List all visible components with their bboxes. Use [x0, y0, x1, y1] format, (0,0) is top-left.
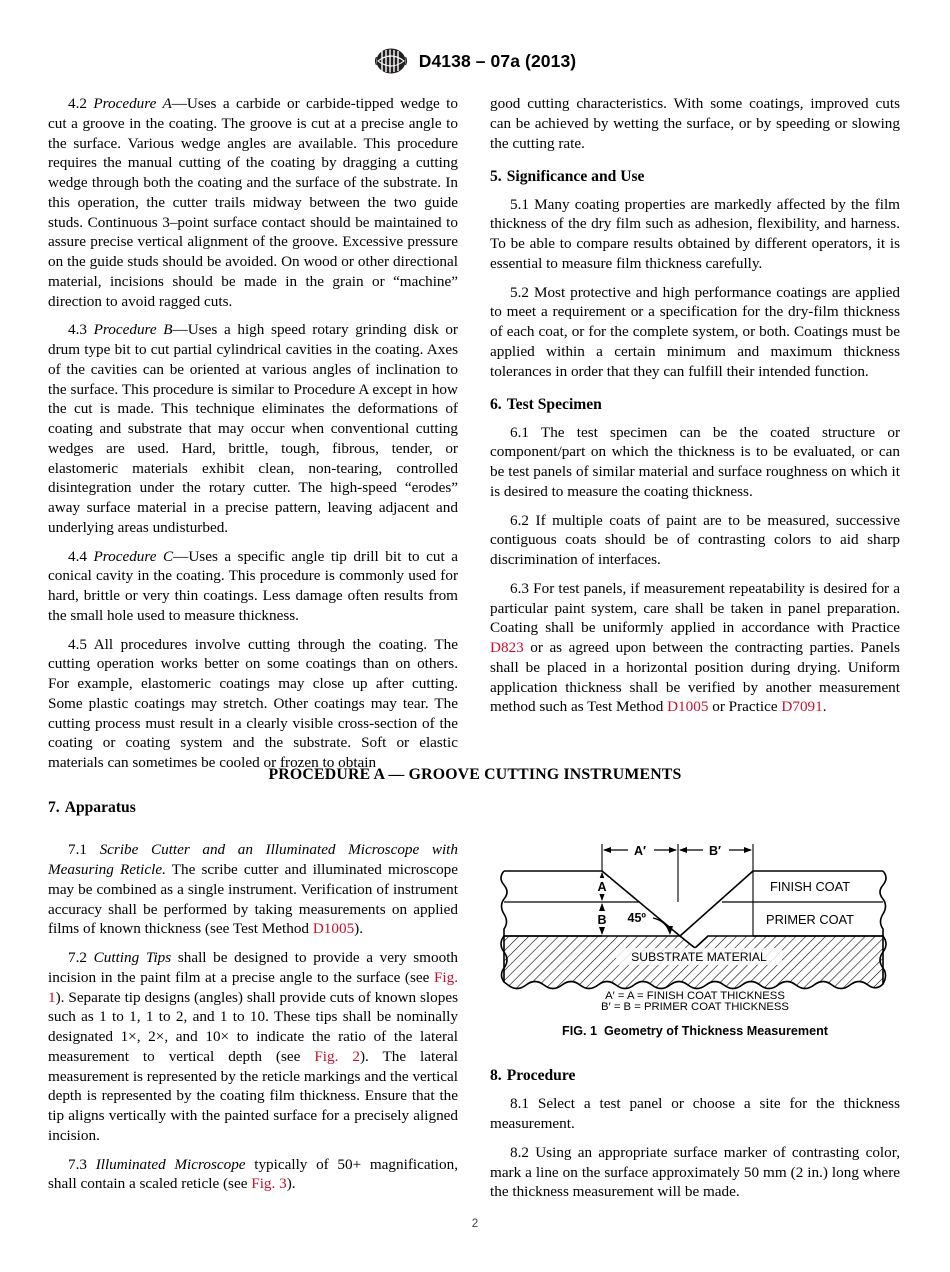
heading-number-6: 6.	[490, 396, 502, 414]
para-number-5-2: 5.2	[510, 283, 529, 301]
page-number: 2	[471, 1218, 479, 1230]
right-column-bottom	[490, 1066, 900, 1202]
para-number-7-3: 7.3	[68, 1155, 87, 1173]
para-body-7-1-part1: The scribe cutter and illuminated microscope may be combined as a single instrument. Verification of instrument accuracy shall be performed by taking measurements on applied films of known thickness (see Test Method	[48, 861, 459, 938]
figure-caption-label: FIG. 1	[562, 1024, 598, 1038]
heading-title-5: Significance and Use	[506, 168, 645, 186]
para-number-8-2: 8.2	[510, 1143, 529, 1161]
para-body-7-3-part2: ).	[286, 1175, 296, 1193]
right-column-top	[490, 94, 900, 717]
para-body-6-3-part1: For test panels, if measurement repeatability is desired for a particular paint system, care shall be taken in panel preparation. Coating shall be uniformly applied in accordance with Practice	[490, 579, 900, 637]
heading-title-6: Test Specimen	[506, 396, 602, 414]
para-body-7-2-part2: ). Separate tip designs (angles) shall provide cuts of known slopes such as 1 to 1, 1 to 2, and 1 to 10. These tips shall be nominally designated 1×, 2×, and 10× to indicate the ratio of the lateral measurement to vertical depth (see	[48, 988, 458, 1065]
para-body-4-5: All procedures involve cutting through the coating. The cutting operation works better on some coatings than on others. For example, elastomeric coatings may close up after cutting. Some plastic coatings may stretch. Other coatings may tear. The cutting process must result in a clearly visible cross-section of the coating or coating system and the substrate. Soft or elastic materials can sometimes be cooled or frozen to obtain	[48, 635, 458, 771]
para-body-5-2: Most protective and high performance coatings are applied to meet a requirement or a specification for the dry-film thickness of each coat, or for the complete system, or both. Coatings must be applied within a certain minimum and maximum thickness tolerances in order that they can fulfill their intended function.	[490, 283, 901, 380]
para-body-4-3: —Uses a high speed rotary grinding disk or drum type bit to cut partial cylindrical cavities in the coating. Axes of the cavities can be oriented at various angles of inclination to the surface. This procedure is similar to Procedure A except in how the cut is made. This technique eliminates the deformations of coating and substrate that may occur when conventional cutting wedges are used. Hard, brittle, tough, fibrous, tender, or elastomeric materials exhibit clean, non-tearing, controlled disintegration under the rotary cutter. The high-speed “erodes” away surface material in a precise pattern, leaving adjacent and underlying areas undisturbed.	[48, 321, 458, 536]
para-body-7-2-part3: ). The lateral measurement is represented by the reticle markings and the vertical depth is represented by the coating film thickness. Ensure that the tip aligns vertically with the painted surface for a precisely aligned incision.	[48, 1047, 458, 1144]
figure-label-substrate: SUBSTRATE MATERIAL	[631, 950, 767, 964]
dimension-b	[594, 903, 610, 935]
para-number-4-5: 4.5	[68, 635, 87, 653]
figure-caption-title: Geometry of Thickness Measurement	[604, 1024, 828, 1038]
dimension-b-prime	[679, 842, 752, 858]
heading-section-8	[490, 1066, 900, 1086]
figure-label-finish-coat: FINISH COAT	[769, 879, 851, 894]
para-body-5-1: Many coating properties are markedly affected by the film thickness of the dry film such as adhesion, flexibility, and harness. To be able to compare results obtained by different operators, it is essential to measure film thickness carefully.	[490, 195, 900, 272]
figure-legend-line-2: B′ = B = PRIMER COAT THICKNESS	[601, 1001, 789, 1011]
para-number-4-4: 4.4	[68, 547, 87, 565]
link-d7091[interactable]: D7091	[781, 698, 823, 716]
paragraph-4-3	[48, 320, 458, 537]
heading-section-7	[48, 798, 458, 818]
left-column-top	[48, 94, 458, 773]
paragraph-5-2	[490, 283, 900, 382]
paragraph-6-1	[490, 423, 900, 502]
paragraph-5-1	[490, 195, 900, 274]
para-number-6-3: 6.3	[510, 579, 529, 597]
para-body-7-2-part1: shall be designed to provide a very smooth incision in the paint film at a precise angle to the surface (see	[48, 949, 459, 986]
para-body-4-4: —Uses a specific angle tip drill bit to cut a conical cavity in the coating. This procedure is commonly used for hard, brittle or very thin coatings. Less damage often results from the small hole used to measure thickness.	[48, 547, 458, 624]
para-italic-lead-7-3: Illuminated Microscope	[95, 1155, 246, 1173]
astm-logo	[374, 48, 408, 79]
paragraph-4-2	[48, 94, 458, 311]
para-number-7-1: 7.1	[68, 841, 87, 859]
paragraph-carryover: good cutting characteristics. With some coatings, improved cuts can be achieved by wetting the surface, or by speeding or slowing the cutting rate.	[490, 95, 900, 152]
para-italic-lead-4-4: Procedure C	[93, 547, 174, 565]
para-number-8-1: 8.1	[510, 1095, 529, 1113]
para-body-4-2: —Uses a carbide or carbide-tipped wedge to cut a groove in the coating. The groove is cut at a precise angle to the surface. Various wedge angles are available. This procedure requires the manual cutting of the coating by dragging a cutting wedge through both the coating and the surface of the substrate. In this operation, the cutter trails midway between the two guide studs. Continuous 3–point surface contact should be maintained to assure precise vertical alignment of the groove. Excessive pressure on the guide studs should be avoided. On wood or other directional material, incisions should be made in the grain or “machine” direction to avoid ragged cuts.	[48, 95, 458, 310]
paragraph-7-1	[48, 840, 458, 939]
heading-title-8: Procedure	[506, 1067, 576, 1084]
para-number-4-3: 4.3	[68, 321, 87, 339]
para-number-4-2: 4.2	[68, 95, 87, 112]
para-body-6-3-part4: .	[822, 698, 827, 716]
para-body-6-3-part3: or Practice	[708, 698, 782, 716]
figure-legend-line-1: A′ = A = FINISH COAT THICKNESS	[605, 990, 785, 1002]
heading-title-7: Apparatus	[64, 799, 136, 816]
paragraph-8-1	[490, 1094, 900, 1134]
para-number-5-1: 5.1	[510, 195, 529, 213]
paragraph-8-2	[490, 1143, 900, 1202]
link-d823[interactable]: D823	[490, 639, 524, 657]
paragraph-7-3	[48, 1155, 458, 1195]
para-body-6-2: If multiple coats of paint are to be measured, successive contiguous coats should be of contrasting colors to aid sharp discrimination of interfaces.	[490, 511, 900, 569]
heading-section-6	[490, 395, 900, 415]
left-column-bottom	[48, 798, 458, 1194]
para-italic-lead-4-2: Procedure A	[93, 95, 172, 112]
figure-label-a: A	[597, 880, 607, 894]
paragraph-4-4	[48, 547, 458, 626]
link-d1005-sec7[interactable]: D1005	[312, 920, 355, 938]
para-number-7-2: 7.2	[68, 949, 87, 967]
para-italic-lead-4-3: Procedure B	[93, 321, 173, 339]
angle-callout-45	[628, 911, 673, 935]
paragraph-6-3	[490, 579, 900, 717]
standard-designation: D4138 – 07a (2013)	[418, 51, 577, 71]
para-body-6-3-part2: or as agreed upon between the contracting parties. Panels shall be placed in a horizontal position during drying. Uniform application thickness shall be verified by another measurement method such as Test Method	[490, 639, 900, 716]
link-fig-2[interactable]: Fig. 2	[314, 1047, 360, 1065]
para-italic-lead-7-2: Cutting Tips	[93, 949, 172, 967]
para-italic-lead-7-1: Scribe Cutter and an Illuminated Microscope with Measuring Reticle.	[48, 841, 458, 879]
part-heading-procedure-a: PROCEDURE A — GROOVE CUTTING INSTRUMENTS	[268, 766, 682, 783]
figure-label-b: B	[597, 913, 607, 927]
paragraph-4-5	[48, 635, 458, 773]
figure-label-a-prime: A′	[633, 844, 647, 858]
link-fig-3[interactable]: Fig. 3	[251, 1175, 287, 1193]
figure-label-b-prime: B′	[708, 844, 722, 858]
figure-label-substrate-group	[616, 948, 782, 965]
para-body-7-3-part1: typically of 50+ magnification, shall contain a scaled reticle (see	[48, 1155, 459, 1193]
figure-1-diagram	[490, 836, 900, 1011]
heading-number-8: 8.	[490, 1067, 502, 1084]
link-d1005-sec6[interactable]: D1005	[667, 698, 709, 716]
para-body-7-1-part2: ).	[354, 920, 364, 938]
heading-number-5: 5.	[490, 168, 502, 186]
para-number-6-2: 6.2	[510, 511, 529, 529]
figure-1-caption	[490, 1024, 900, 1038]
figure-label-primer-coat: PRIMER COAT	[766, 912, 854, 927]
para-number-6-1: 6.1	[510, 423, 529, 441]
paragraph-6-2	[490, 511, 900, 570]
running-head	[0, 48, 950, 79]
heading-section-5	[490, 167, 900, 187]
para-body-8-1: Select a test panel or choose a site for the thickness measurement.	[490, 1095, 900, 1133]
para-body-8-2: Using an appropriate surface marker of contrasting color, mark a line on the surface approximately 50 mm (2 in.) long where the thickness measurement will be made.	[490, 1143, 900, 1201]
figure-1	[490, 836, 900, 1038]
dimension-a-prime	[603, 842, 677, 858]
figure-label-angle: 45º	[627, 911, 646, 925]
paragraph-7-2	[48, 948, 458, 1146]
heading-number-7: 7.	[48, 799, 60, 816]
link-fig-1[interactable]: Fig. 1	[48, 968, 458, 1006]
para-body-6-1: The test specimen can be the coated structure or component/part on which the thickness is to be evaluated, or can be test panels of similar material and surface roughness on which it is desired to measure the coating thickness.	[490, 423, 900, 500]
